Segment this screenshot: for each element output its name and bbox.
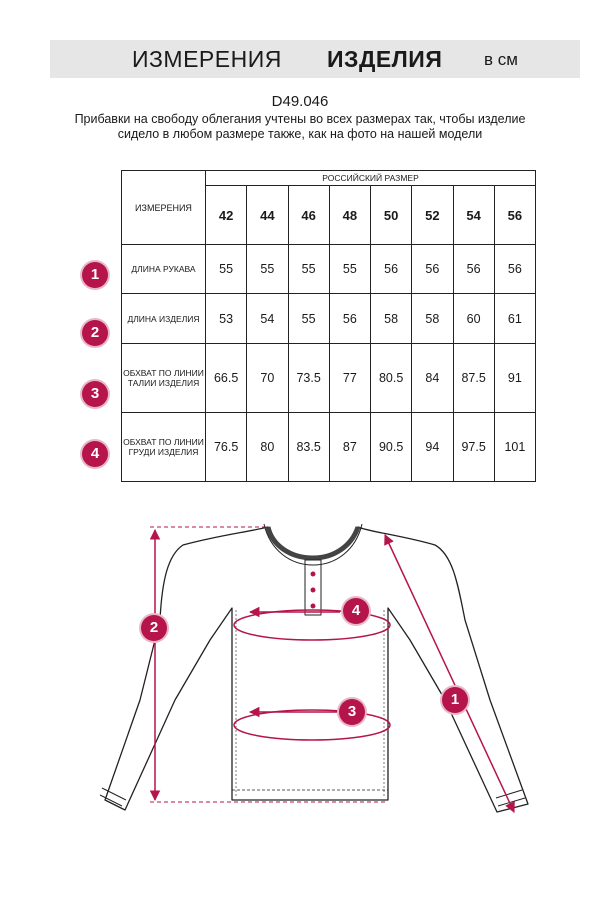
row-label-garment-length: ДЛИНА ИЗДЕЛИЯ: [122, 294, 206, 343]
size-header: 44: [247, 186, 288, 245]
table-cell: 56: [412, 245, 453, 294]
diagram-marker-badge: 2: [141, 615, 167, 641]
size-group-header: РОССИЙСКИЙ РАЗМЕР: [206, 171, 536, 186]
table-cell: 55: [288, 245, 329, 294]
title-unit: в см: [484, 50, 518, 69]
table-cell: 87: [329, 412, 370, 481]
table-cell: 56: [371, 245, 412, 294]
row-number-badge: 4: [82, 441, 108, 467]
shirt-outline: [100, 524, 528, 812]
diagram-marker-badge: 4: [343, 598, 369, 624]
table-cell: 58: [412, 294, 453, 343]
row-label-sleeve-length: ДЛИНА РУКАВА: [122, 245, 206, 294]
model-code: D49.046: [271, 93, 329, 110]
table-cell: 73.5: [288, 343, 329, 412]
table-cell: 83.5: [288, 412, 329, 481]
row-number-badge: 1: [82, 262, 108, 288]
waist-ellipse: [234, 710, 390, 740]
placket-buttons: [311, 572, 316, 609]
size-header: 56: [494, 186, 535, 245]
table-cell: 76.5: [206, 412, 247, 481]
table-cell: 80.5: [371, 343, 412, 412]
size-header: 52: [412, 186, 453, 245]
table-cell: 87.5: [453, 343, 494, 412]
table-cell: 94: [412, 412, 453, 481]
button-icon: [311, 588, 316, 593]
shirt-body: [105, 527, 528, 812]
table-cell: 55: [329, 245, 370, 294]
table-cell: 55: [206, 245, 247, 294]
table-cell: 97.5: [453, 412, 494, 481]
table-cell: 66.5: [206, 343, 247, 412]
diagram-marker-badge: 1: [442, 687, 468, 713]
diagram-marker-badge: 3: [339, 699, 365, 725]
table-cell: 54: [247, 294, 288, 343]
row-label-chest: ОБХВАТ ПО ЛИНИИ ГРУДИ ИЗДЕЛИЯ: [122, 412, 206, 481]
row-number-badge: 3: [82, 381, 108, 407]
table-cell: 70: [247, 343, 288, 412]
size-header: 50: [371, 186, 412, 245]
table-cell: 61: [494, 294, 535, 343]
size-header: 42: [206, 186, 247, 245]
size-header: 46: [288, 186, 329, 245]
table-cell: 91: [494, 343, 535, 412]
row-label-waist: ОБХВАТ ПО ЛИНИИ ТАЛИИ ИЗДЕЛИЯ: [122, 343, 206, 412]
button-icon: [311, 572, 316, 577]
table-cell: 60: [453, 294, 494, 343]
table-cell: 84: [412, 343, 453, 412]
measurement-lines: [150, 527, 514, 812]
title-light: ИЗМЕРЕНИЯ: [132, 46, 282, 72]
table-cell: 56: [453, 245, 494, 294]
table-cell: 55: [247, 245, 288, 294]
table-cell: 55: [288, 294, 329, 343]
row-number-badge: 2: [82, 320, 108, 346]
title-bold: ИЗДЕЛИЯ: [327, 46, 443, 72]
fit-note: Прибавки на свободу облегания учтены во всех размерах так, чтобы изделие сидело в любом размере также, как на фото на нашей модели: [74, 112, 526, 141]
table-cell: 58: [371, 294, 412, 343]
table-cell: 56: [494, 245, 535, 294]
size-header: 54: [453, 186, 494, 245]
table-cell: 101: [494, 412, 535, 481]
table-cell: 80: [247, 412, 288, 481]
size-header: 48: [329, 186, 370, 245]
button-icon: [311, 604, 316, 609]
table-cell: 56: [329, 294, 370, 343]
table-cell: 53: [206, 294, 247, 343]
table-cell: 77: [329, 343, 370, 412]
measurements-header: ИЗМЕРЕНИЯ: [122, 171, 206, 245]
sleeve-line: [385, 535, 514, 812]
table-cell: 90.5: [371, 412, 412, 481]
